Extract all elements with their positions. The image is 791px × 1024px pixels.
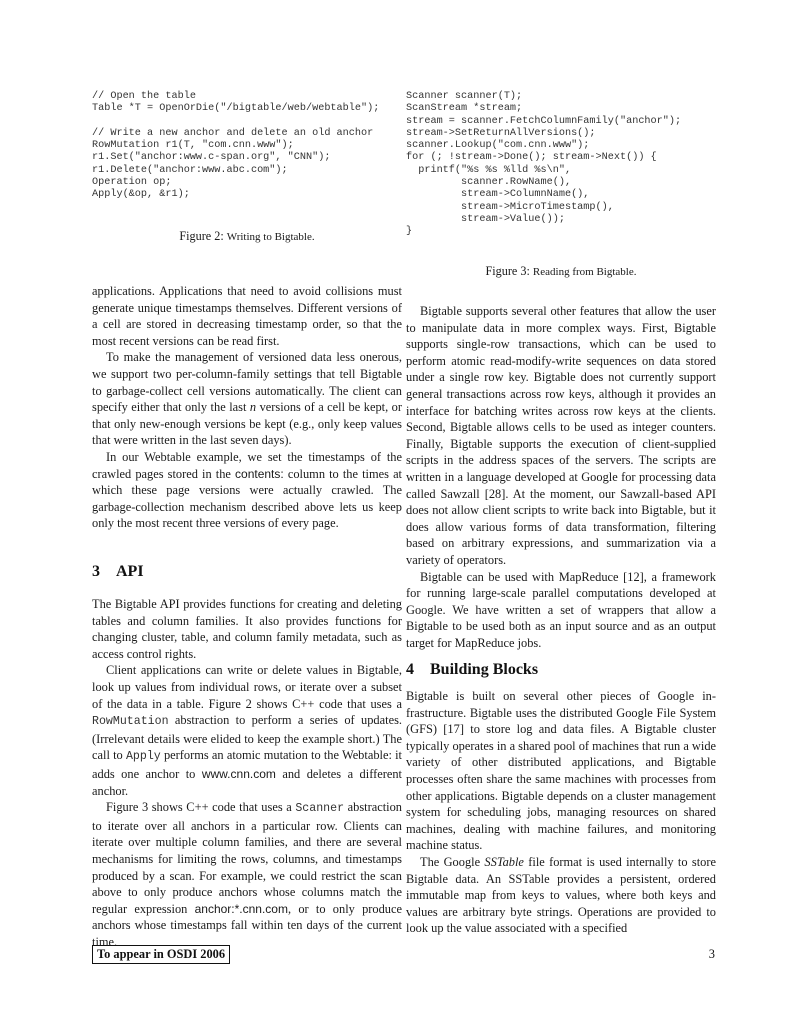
italic-term: SSTable: [484, 854, 524, 869]
regex-literal: anchor:*.cnn.com: [194, 901, 288, 916]
italic-variable: n: [249, 400, 257, 415]
page-number: 3: [708, 947, 715, 961]
venue-footer-box: To appear in OSDI 2006: [92, 945, 230, 964]
url-literal: www.cnn.com: [201, 766, 276, 781]
figure-2-caption-text: Writing to Bigtable.: [226, 231, 315, 243]
inline-code: Apply: [125, 750, 161, 764]
paragraph: The Bigtable API provides functions for creating and deleting tables and column families. It also provides functions for changing cluster, table, and column family metadata, such as access control rights.: [92, 597, 402, 661]
right-column-lower-text: [406, 688, 716, 937]
code-line: Scanner scanner(T);: [406, 91, 523, 102]
text-run: file format is used internally to store Bigtable data. An SSTable provides a persistent, ordered immutable map from keys to values, where both keys and values are arbitrary byte strings. Operations are provided to look up the value associated with a specified: [406, 854, 716, 936]
text-run: In our Webtable example, we set the timestamps of the crawled pages stored in the: [92, 449, 402, 481]
figure-3-caption-text: Reading from Bigtable.: [532, 266, 637, 278]
text-run: and deletes a different anchor.: [92, 766, 402, 798]
section-number: 3: [92, 563, 100, 580]
column-name-literal: contents:: [235, 466, 284, 481]
code-line: scanner.Lookup("com.cnn.www");: [406, 140, 590, 152]
figure-2-label: Figure 2:: [179, 229, 224, 243]
section-number: 4: [406, 661, 414, 678]
inline-code: RowMutation: [92, 715, 169, 729]
paragraph: Bigtable can be used with MapReduce [12], a framework for running large-scale parallel computations developed at Google. We have written a set of wrappers that allow a Bigtable to be used both as an input source and as an output target for MapReduce jobs.: [406, 569, 716, 650]
code-line: for (; !stream->Done(); stream->Next()) {: [406, 152, 657, 164]
figure-3-caption: [406, 264, 716, 279]
code-line: scanner.RowName(),: [406, 177, 572, 189]
code-line: Apply(&op, &r1);: [92, 189, 190, 201]
text-run: Client applications can write or delete values in Bigtable, look up values from individual rows, or iterate over a subset of the data in a table. Figure 2 shows C++ code that uses a: [92, 663, 402, 711]
code-line: ScanStream *stream;: [406, 103, 523, 115]
section-title: Building Blocks: [430, 661, 539, 678]
left-column-upper-text: [92, 283, 402, 532]
code-line: Operation op;: [92, 177, 172, 189]
paragraph: applications. Applications that need to avoid collisions must generate unique timestamps themselves. Different versions of a cell are stored in decreasing timestamp order, so that the most recent versions can be read first.: [92, 284, 402, 348]
text-run: , or to only produce anchors whose timestamps fall within ten days of the current time.: [92, 901, 402, 949]
figure-2-code-listing: [92, 91, 379, 202]
paragraph: Bigtable is built on several other pieces of Google infrastructure. Bigtable uses the distributed Google File System (GFS) [17] to store log and data files. A Bigtable cluster typically operates in a shared pool of machines that run a wide variety of other distributed applications, and Bigtable processes often share the same machines with processes from other applications. Bigtable depends on a cluster management system for scheduling jobs, managing resources on shared machines, dealing with machine failures, and monitoring machine status.: [406, 689, 717, 853]
text-run: abstraction to iterate over all anchors in a particular row. Clients can iterate over multiple column families, and there are several mechanisms for limiting the rows, columns, and timestamps produced by a scan. For example, we could restrict the scan above to only produce anchors whose columns match the regular expression: [92, 800, 403, 916]
paragraph: [406, 854, 716, 937]
code-line: // Write a new anchor and delete an old anchor: [92, 127, 374, 139]
paragraph: Bigtable supports several other features that allow the user to manipulate data in more complex ways. First, Bigtable supports single-row transactions, which can be used to perform atomic read-modify-write sequences on data stored under a single row key. Bigtable does not currently support general transactions across row keys, although it provides an interface for batching writes across row keys at the clients. Second, Bigtable allows cells to be used as integer counters. Finally, Bigtable supports the execution of client-supplied scripts in the address spaces of the servers. The scripts are written in a language developed at Google for processing data called Sawzall [28]. At the moment, our Sawzall-based API does not allow client scripts to write back into Bigtable, but it does allow various forms of data transformation, filtering based on arbitrary expressions, and summarization via a variety of operators.: [406, 304, 716, 567]
code-line: stream = scanner.FetchColumnFamily("anchor");: [406, 115, 682, 127]
section-title: API: [116, 563, 144, 580]
code-line: printf("%s %s %lld %s\n",: [406, 164, 572, 176]
text-run: To make the management of versioned data less onerous, we support two per-column-family settings that tell Bigtable to garbage-collect cell versions automatically. The client can specify either that only the last: [92, 350, 402, 415]
paragraph: [92, 349, 402, 449]
code-line: r1.Delete("anchor:www.abc.com");: [92, 164, 288, 176]
paragraph: [92, 449, 402, 532]
inline-code: Scanner: [295, 802, 345, 816]
figure-3-label: Figure 3:: [485, 264, 530, 278]
section-heading-api: [92, 563, 144, 581]
code-line: stream->SetReturnAllVersions();: [406, 127, 596, 139]
paragraph: [92, 662, 402, 799]
code-line: // Open the table: [92, 91, 196, 102]
figure-3-code-listing: [406, 91, 681, 239]
left-column-lower-text: [92, 596, 402, 950]
code-line: Table *T = OpenOrDie("/bigtable/web/webtable");: [92, 103, 380, 115]
paragraph: [92, 799, 402, 950]
right-column-upper-text: [406, 303, 716, 651]
code-line: }: [406, 226, 413, 238]
code-line: RowMutation r1(T, "com.cnn.www");: [92, 140, 294, 152]
code-line: stream->Value());: [406, 213, 565, 225]
figure-2-caption: [92, 229, 402, 244]
code-line: stream->MicroTimestamp(),: [406, 201, 614, 213]
text-run: Figure 3 shows C++ code that uses a: [106, 800, 296, 815]
text-run: abstraction to perform a series of updates. (Irrelevant details were elided to keep the example short.) The call to: [92, 713, 402, 763]
text-run: column to the times at which these page versions were actually crawled. The garbage-collection mechanism described above lets us keep only the most recent three versions of every page.: [92, 466, 403, 531]
code-line: r1.Set("anchor:www.c-span.org", "CNN");: [92, 152, 331, 164]
text-run: performs an atomic mutation to the Webtable: it adds one anchor to: [92, 748, 403, 781]
text-run: versions of a cell be kept, or that only new-enough versions be kept (e.g., only keep values that were written in the last seven days).: [92, 400, 402, 448]
code-line: stream->ColumnName(),: [406, 189, 590, 201]
section-heading-building-blocks: [406, 661, 538, 679]
text-run: The Google: [420, 854, 485, 869]
